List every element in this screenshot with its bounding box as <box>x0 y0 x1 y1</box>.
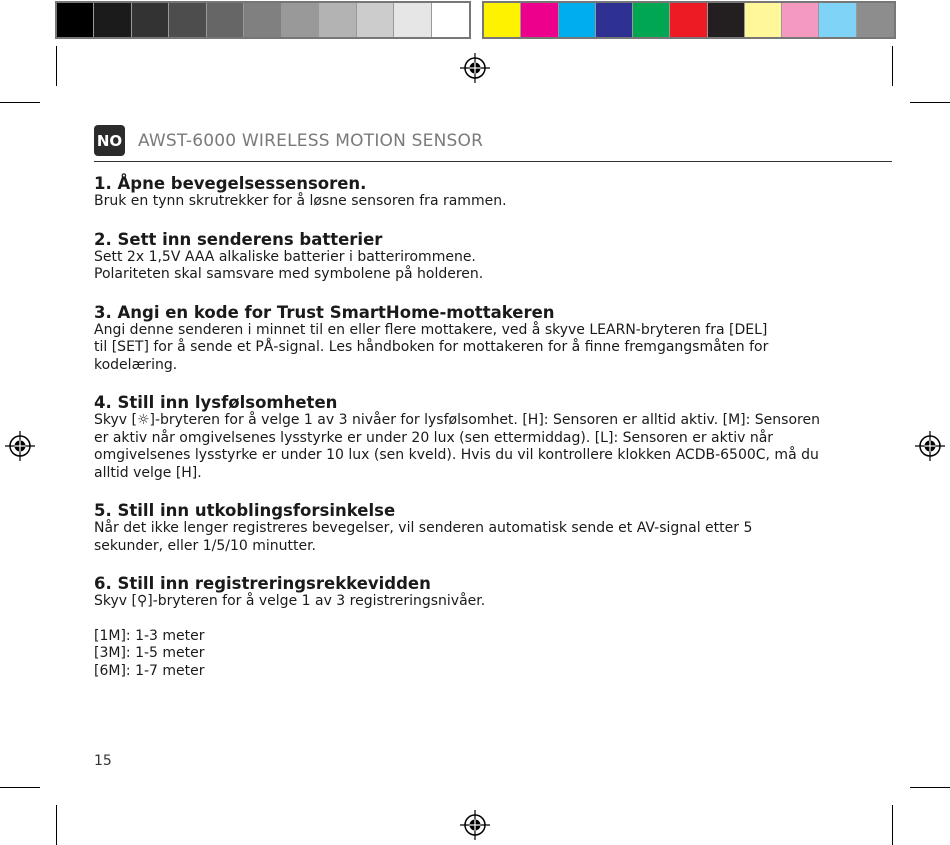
section-detection-range <box>94 574 864 680</box>
section-off-delay <box>94 501 864 555</box>
color-swatch <box>633 3 670 37</box>
body-text: til [SET] for å sende et PÅ-signal. Les håndboken for mottakeren for å finne fremgangsmåten for <box>94 339 769 355</box>
crop-mark <box>56 46 57 86</box>
registration-mark-icon <box>459 809 491 841</box>
body-text: Bruk en tynn skrutrekker for å løsne sensoren fra rammen. <box>94 193 507 209</box>
page-header <box>94 125 892 162</box>
color-swatch <box>559 3 596 37</box>
body-text: omgivelsenes lysstyrke er under 10 lux (sen kveld). Hvis du vil kontrollere klokken ACDB-6500C, må du <box>94 447 819 463</box>
body-text: Skyv [⚲]-bryteren for å velge 1 av 3 registreringsnivåer. <box>94 593 486 609</box>
body-text: alltid velge [H]. <box>94 464 202 481</box>
range-option: [3M]: 1-5 meter <box>94 645 205 661</box>
color-swatch <box>521 3 558 37</box>
color-swatch <box>357 3 394 37</box>
language-badge: NO <box>94 125 125 156</box>
section-heading: 3. Angi en kode for Trust SmartHome-mottakeren <box>94 302 555 322</box>
section-heading: 2. Sett inn senderens batterier <box>94 229 383 249</box>
range-option: [1M]: 1-3 meter <box>94 627 205 644</box>
color-swatch <box>857 3 894 37</box>
process-color-bar <box>482 1 896 39</box>
section-heading: 5. Still inn utkoblingsforsinkelse <box>94 501 396 520</box>
crop-mark <box>910 787 950 788</box>
body-text: Når det ikke lenger registreres bevegelser, vil senderen automatisk sende et AV-signal etter 5 <box>94 520 753 536</box>
section-insert-batteries <box>94 230 864 284</box>
range-option: [6M]: 1-7 meter <box>94 662 205 679</box>
page-number: 15 <box>94 753 112 769</box>
color-swatch <box>394 3 431 37</box>
body-text: Skyv [☼]-bryteren for å velge 1 av 3 nivåer for lysfølsomhet. [H]: Sensoren er alltid aktiv. [M]: Sensoren <box>94 412 820 428</box>
color-swatch <box>782 3 819 37</box>
section-set-code <box>94 303 864 375</box>
section-open-sensor <box>94 174 864 211</box>
crop-mark <box>892 805 893 845</box>
body-text: Sett 2x 1,5V AAA alkaliske batterier i batterirommene. <box>94 248 476 265</box>
crop-mark <box>56 805 57 845</box>
crop-mark <box>0 787 40 788</box>
body-text: kodelæring. <box>94 356 178 373</box>
color-swatch <box>57 3 94 37</box>
color-swatch <box>282 3 319 37</box>
color-swatch <box>596 3 633 37</box>
color-swatch <box>484 3 521 37</box>
crop-mark <box>892 46 893 86</box>
body-text: Polariteten skal samsvare med symbolene på holderen. <box>94 266 484 282</box>
registration-mark-icon <box>914 430 946 462</box>
body-text: Angi denne senderen i minnet til en eller flere mottakere, ved å skyve LEARN-bryteren fra [DEL] <box>94 321 768 338</box>
section-heading: 1. Åpne bevegelsessensoren. <box>94 174 367 193</box>
color-swatch <box>432 3 469 37</box>
color-swatch <box>319 3 356 37</box>
registration-mark-icon <box>4 430 36 462</box>
color-swatch <box>670 3 707 37</box>
color-swatch <box>819 3 856 37</box>
grayscale-color-bar <box>55 1 471 39</box>
color-swatch <box>169 3 206 37</box>
registration-mark-icon <box>459 52 491 84</box>
body-text: sekunder, eller 1/5/10 minutter. <box>94 537 316 554</box>
section-light-sensitivity <box>94 393 864 482</box>
color-swatch <box>708 3 745 37</box>
crop-mark <box>910 102 950 103</box>
crop-mark <box>0 102 40 103</box>
color-swatch <box>132 3 169 37</box>
document-title: AWST-6000 WIRELESS MOTION SENSOR <box>138 131 484 151</box>
instructions-content <box>94 174 864 699</box>
color-swatch <box>94 3 131 37</box>
body-text: er aktiv når omgivelsenes lysstyrke er under 20 lux (sen ettermiddag). [L]: Sensoren er aktiv når <box>94 429 774 446</box>
section-heading: 4. Still inn lysfølsomheten <box>94 393 338 412</box>
section-heading: 6. Still inn registreringsrekkevidden <box>94 574 431 593</box>
color-swatch <box>244 3 281 37</box>
color-swatch <box>745 3 782 37</box>
color-swatch <box>207 3 244 37</box>
